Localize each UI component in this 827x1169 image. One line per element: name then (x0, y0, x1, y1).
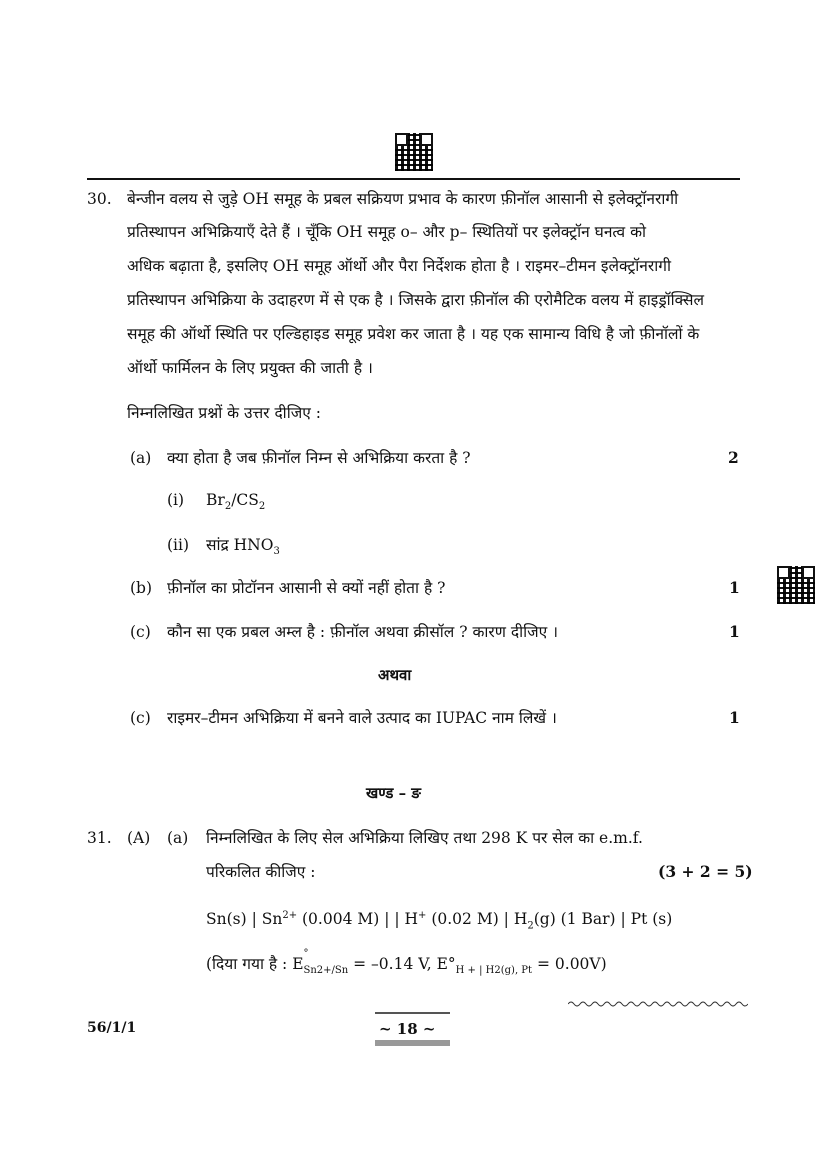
q30-para-line-2: प्रतिस्थापन अभिक्रियाएँ देते हैं । चूँकि OH समूह o– और p– स्थितियों पर इलेक्ट्रॉन घनत्व को (127, 223, 646, 241)
cell-sup-2: + (418, 910, 427, 921)
q30-c2-text: राइमर–टीमन अभिक्रिया में बनने वाले उत्पाद का IUPAC नाम लिखें । (167, 709, 557, 727)
q31-line-1: निम्नलिखित के लिए सेल अभिक्रिया लिखिए तथा 298 K पर सेल का e.m.f. (206, 829, 643, 847)
or-label: अथवा (378, 666, 412, 684)
q30-instruction: निम्नलिखित प्रश्नों के उत्तर दीजिए : (127, 404, 321, 422)
q30-a-i-formula (206, 490, 265, 517)
given-sub-2: H + | H2(g), Pt (455, 965, 533, 977)
q30-a-i-label: (i) (167, 491, 185, 509)
q30-a-marks: 2 (728, 448, 739, 467)
q30-c2-label: (c) (130, 709, 151, 727)
hno-subscript: 3 (273, 546, 280, 558)
br-text: Br (206, 491, 225, 509)
qr-code-side (777, 566, 815, 604)
q31-line-2: परिकलित कीजिए : (206, 863, 316, 881)
q31-marks: (3 + 2 = 5) (658, 862, 753, 881)
footer-page-rule-top (375, 1012, 450, 1014)
q30-para-line-6: ऑर्थो फार्मिलन के लिए प्रयुक्त की जाती है । (127, 359, 373, 377)
q30-c-label: (c) (130, 623, 151, 641)
br-subscript: 2 (224, 501, 232, 513)
q30-number: 30. (87, 190, 112, 208)
qr-code-top (395, 133, 433, 171)
q30-a-label: (a) (130, 449, 152, 467)
q31-given-data: (दिया गया है : E ° $_{Sn2+/Sn}$ = –0.14 V, $E^\circ_{H + | H2(g), Pt} = 0.00V$) (206, 948, 607, 977)
cell-part-2: (0.004 M) | | H (297, 910, 419, 929)
given-part-2: = –0.14 V, E° (348, 955, 456, 973)
q30-a-text: क्या होता है जब फ़ीनॉल निम्न से अभिक्रिया करता है ? (167, 449, 471, 467)
continuation-wave (568, 1000, 748, 1008)
q31-cell-notation (206, 906, 672, 936)
given-part-3: = 0.00V) (532, 955, 607, 973)
given-part-1: (दिया गया है : E (206, 955, 304, 973)
cell-part-1: Sn(s) | Sn (206, 910, 283, 929)
header-rule (87, 178, 740, 180)
q30-a-ii-label: (ii) (167, 536, 190, 554)
q30-para-line-5: समूह की ऑर्थो स्थिति पर एल्डिहाइड समूह प्रवेश कर जाता है । यह एक सामान्य विधि है जो फ़ीनॉलों के (127, 325, 700, 343)
q30-para-line-1: बेन्जीन वलय से जुड़े OH समूह के प्रबल सक्रियण प्रभाव के कारण फ़ीनॉल आसानी से इलेक्ट्रॉनरागी (127, 190, 679, 208)
q30-para-line-4: प्रतिस्थापन अभिक्रिया के उदाहरण में से एक है । जिसके द्वारा फ़ीनॉल की एरोमैटिक वलय में हाइड्रॉक्सिल (127, 291, 704, 309)
q31-a-label: (a) (167, 829, 189, 847)
q30-c-marks: 1 (729, 622, 740, 641)
q30-c2-marks: 1 (729, 708, 740, 727)
q31-A-label: (A) (127, 829, 151, 847)
cell-sub: 2 (527, 920, 534, 932)
q30-b-text: फ़ीनॉल का प्रोटॉनन आसानी से क्यों नहीं होता है ? (167, 579, 446, 597)
footer-code: 56/1/1 (87, 1020, 137, 1036)
cell-sup-1: 2+ (282, 910, 298, 921)
cell-part-3: (0.02 M) | H (426, 910, 528, 929)
q30-b-marks: 1 (729, 578, 740, 597)
cs-subscript: 2 (258, 501, 266, 513)
q31-number: 31. (87, 829, 112, 847)
hno-text: सांद्र HNO (206, 536, 274, 554)
given-sub-1: Sn2+/Sn (303, 965, 349, 977)
q30-para-line-3: अधिक बढ़ाता है, इसलिए OH समूह ऑर्थो और पैरा निर्देशक होता है । राइमर–टीमन इलेक्ट्रॉनरागी (127, 257, 671, 275)
q30-a-ii-formula (206, 535, 280, 562)
q30-b-label: (b) (130, 579, 153, 597)
q30-c-text: कौन सा एक प्रबल अम्ल है : फ़ीनॉल अथवा क्रीसॉल ? कारण दीजिए । (167, 623, 559, 641)
cs-text: /CS (231, 491, 259, 509)
footer-page-rule-bottom (375, 1040, 450, 1046)
section-heading: खण्ड – ङ (366, 784, 421, 802)
footer-page-number: ~ 18 ~ (379, 1020, 436, 1038)
cell-part-4: (g) (1 Bar) | Pt (s) (533, 910, 673, 929)
